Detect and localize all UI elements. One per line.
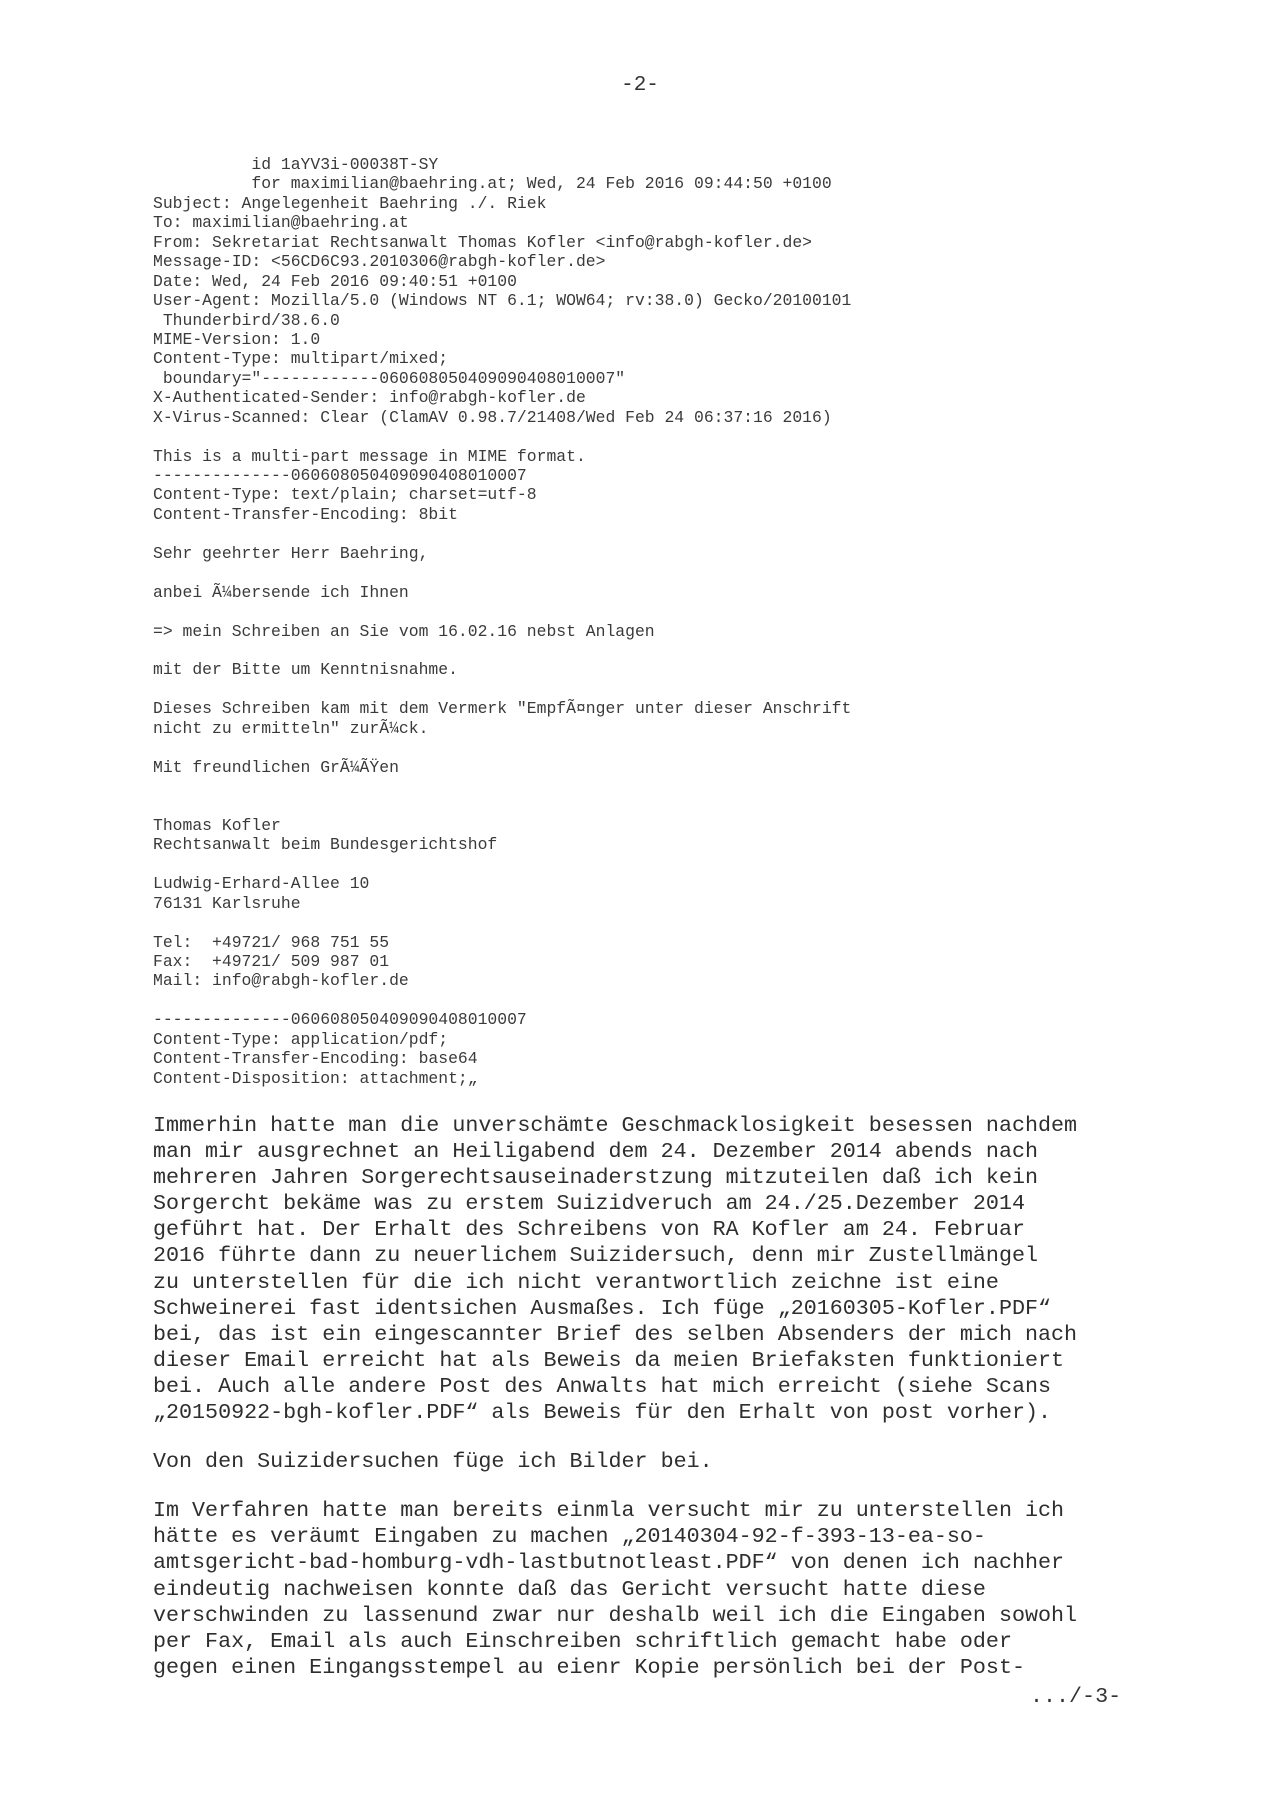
email-line: Mit freundlichen GrÃ¼ÃŸen [153, 757, 399, 777]
email-line: Sehr geehrter Herr Baehring, [153, 543, 429, 563]
email-line: Content-Transfer-Encoding: 8bit [153, 504, 458, 524]
email-line: nicht zu ermitteln" zurÃ¼ck. [153, 718, 429, 738]
email-line: for maximilian@baehring.at; Wed, 24 Feb 2016 09:44:50 +0100 [153, 174, 832, 194]
page-number: -2- [621, 74, 659, 97]
email-line [153, 563, 851, 582]
email-line [153, 855, 851, 874]
email-line [153, 913, 851, 932]
text-line: Sorgercht bekäme was zu erstem Suizidveruch am 24./25.Dezember 2014 [153, 1191, 1025, 1217]
email-line [153, 602, 851, 621]
paragraph-3 [153, 1498, 1133, 1681]
email-line: Content-Type: application/pdf; [153, 1029, 449, 1049]
text-line: zu unterstellen für die ich nicht verantwortlich zeichne ist eine [153, 1269, 999, 1295]
paragraph-1 [153, 1113, 1133, 1426]
email-line: mit der Bitte um Kenntnisnahme. [153, 660, 458, 680]
email-line [153, 641, 851, 660]
email-line [153, 680, 851, 699]
email-line: Thomas Kofler [153, 815, 281, 835]
paragraph-gap [153, 1475, 1133, 1498]
email-line: Content-Type: multipart/mixed; [153, 349, 449, 369]
text-line: man mir ausgrechnet an Heiligabend dem 24. Dezember 2014 abends nach [153, 1139, 1038, 1165]
email-line: => mein Schreiben an Sie vom 16.02.16 nebst Anlagen [153, 621, 655, 641]
text-line: 2016 führte dann zu neuerlichem Suizidersuch, denn mir Zustellmängel [153, 1243, 1038, 1269]
text-line: Schweinerei fast identsichen Ausmaßes. Ich füge „20160305-Kofler.PDF“ [153, 1295, 1052, 1321]
email-line: Subject: Angelegenheit Baehring ./. Riek [153, 193, 547, 213]
email-line: User-Agent: Mozilla/5.0 (Windows NT 6.1; WOW64; rv:38.0) Gecko/20100101 [153, 291, 852, 311]
email-line [153, 738, 851, 757]
paragraph-2 [153, 1449, 1133, 1475]
text-line: bei, das ist ein eingescannter Brief des selben Absenders der mich nach [153, 1321, 1078, 1347]
text-line: Im Verfahren hatte man bereits einmla versucht mir zu unterstellen ich [153, 1498, 1065, 1524]
email-line: Mail: info@rabgh-kofler.de [153, 971, 409, 991]
email-line: Content-Disposition: attachment;„ [153, 1068, 478, 1088]
email-line: Rechtsanwalt beim Bundesgerichtshof [153, 835, 498, 855]
text-line: per Fax, Email als auch Einschreiben schriftlich gemacht habe oder [153, 1628, 1012, 1654]
email-line: Fax: +49721/ 509 987 01 [153, 951, 390, 971]
email-line: From: Sekretariat Rechtsanwalt Thomas Kofler <info@rabgh-kofler.de> [153, 232, 813, 252]
email-line: 76131 Karlsruhe [153, 893, 301, 913]
text-line: eindeutig nachweisen konnte daß das Gericht versucht hatte diese [153, 1576, 986, 1602]
email-line: Thunderbird/38.6.0 [153, 310, 340, 330]
email-line: X-Virus-Scanned: Clear (ClamAV 0.98.7/21408/Wed Feb 24 06:37:16 2016) [153, 407, 832, 427]
text-line: mehreren Jahren Sorgerechtsauseinaderstzung mitzuteilen daß ich kein [153, 1165, 1038, 1191]
email-line: To: maximilian@baehring.at [153, 213, 409, 233]
email-line [153, 796, 851, 815]
email-line [153, 991, 851, 1010]
email-line: Tel: +49721/ 968 751 55 [153, 932, 390, 952]
text-line: Immerhin hatte man die unverschämte Geschmacklosigkeit besessen nachdem [153, 1113, 1078, 1138]
commentary-text [153, 1113, 1133, 1681]
text-line: amtsgericht-bad-homburg-vdh-lastbutnotleast.PDF“ von denen ich nachher [153, 1550, 1065, 1576]
email-line [153, 427, 851, 446]
email-line: This is a multi-part message in MIME format. [153, 446, 586, 466]
email-source-block [153, 155, 851, 1088]
email-line: MIME-Version: 1.0 [153, 329, 321, 349]
text-line: gegen einen Eingangsstempel au eienr Kopie persönlich bei der Post- [153, 1654, 1025, 1680]
email-line: --------------060608050409090408010007 [153, 466, 527, 485]
email-line: Content-Type: text/plain; charset=utf-8 [153, 485, 537, 505]
email-line: anbei Ã¼bersende ich Ihnen [153, 582, 409, 602]
email-line: Dieses Schreiben kam mit dem Vermerk "EmpfÃ¤nger unter dieser Anschrift [153, 699, 852, 719]
email-line: Date: Wed, 24 Feb 2016 09:40:51 +0100 [153, 271, 517, 291]
email-line [153, 777, 851, 796]
paragraph-gap [153, 1426, 1133, 1449]
email-line: X-Authenticated-Sender: info@rabgh-kofler.de [153, 388, 586, 408]
text-line: Von den Suizidersuchen füge ich Bilder bei. [153, 1449, 713, 1475]
email-line: id 1aYV3i-00038T-SY [153, 155, 439, 174]
text-line: verschwinden zu lassenund zwar nur deshalb weil ich die Eingaben sowohl [153, 1602, 1078, 1628]
text-line: bei. Auch alle andere Post des Anwalts hat mich erreicht (siehe Scans [153, 1373, 1052, 1399]
text-line: hätte es veräumt Eingaben zu machen „20140304-92-f-393-13-ea-so- [153, 1524, 986, 1550]
email-line: boundary="------------060608050409090408010007" [153, 368, 626, 388]
text-line: „20150922-bgh-kofler.PDF“ als Beweis für den Erhalt von post vorher). [153, 1400, 1052, 1426]
continuation-marker: .../-3- [1030, 1684, 1122, 1709]
email-line [153, 524, 851, 543]
text-line: geführt hat. Der Erhalt des Schreibens von RA Kofler am 24. Februar [153, 1217, 1025, 1243]
email-line: Ludwig-Erhard-Allee 10 [153, 874, 370, 894]
email-line: Content-Transfer-Encoding: base64 [153, 1049, 478, 1069]
text-line: dieser Email erreicht hat als Beweis da meien Briefaksten funktioniert [153, 1347, 1065, 1373]
email-line: Message-ID: <56CD6C93.2010306@rabgh-kofler.de> [153, 252, 606, 272]
email-line: --------------060608050409090408010007 [153, 1010, 527, 1030]
